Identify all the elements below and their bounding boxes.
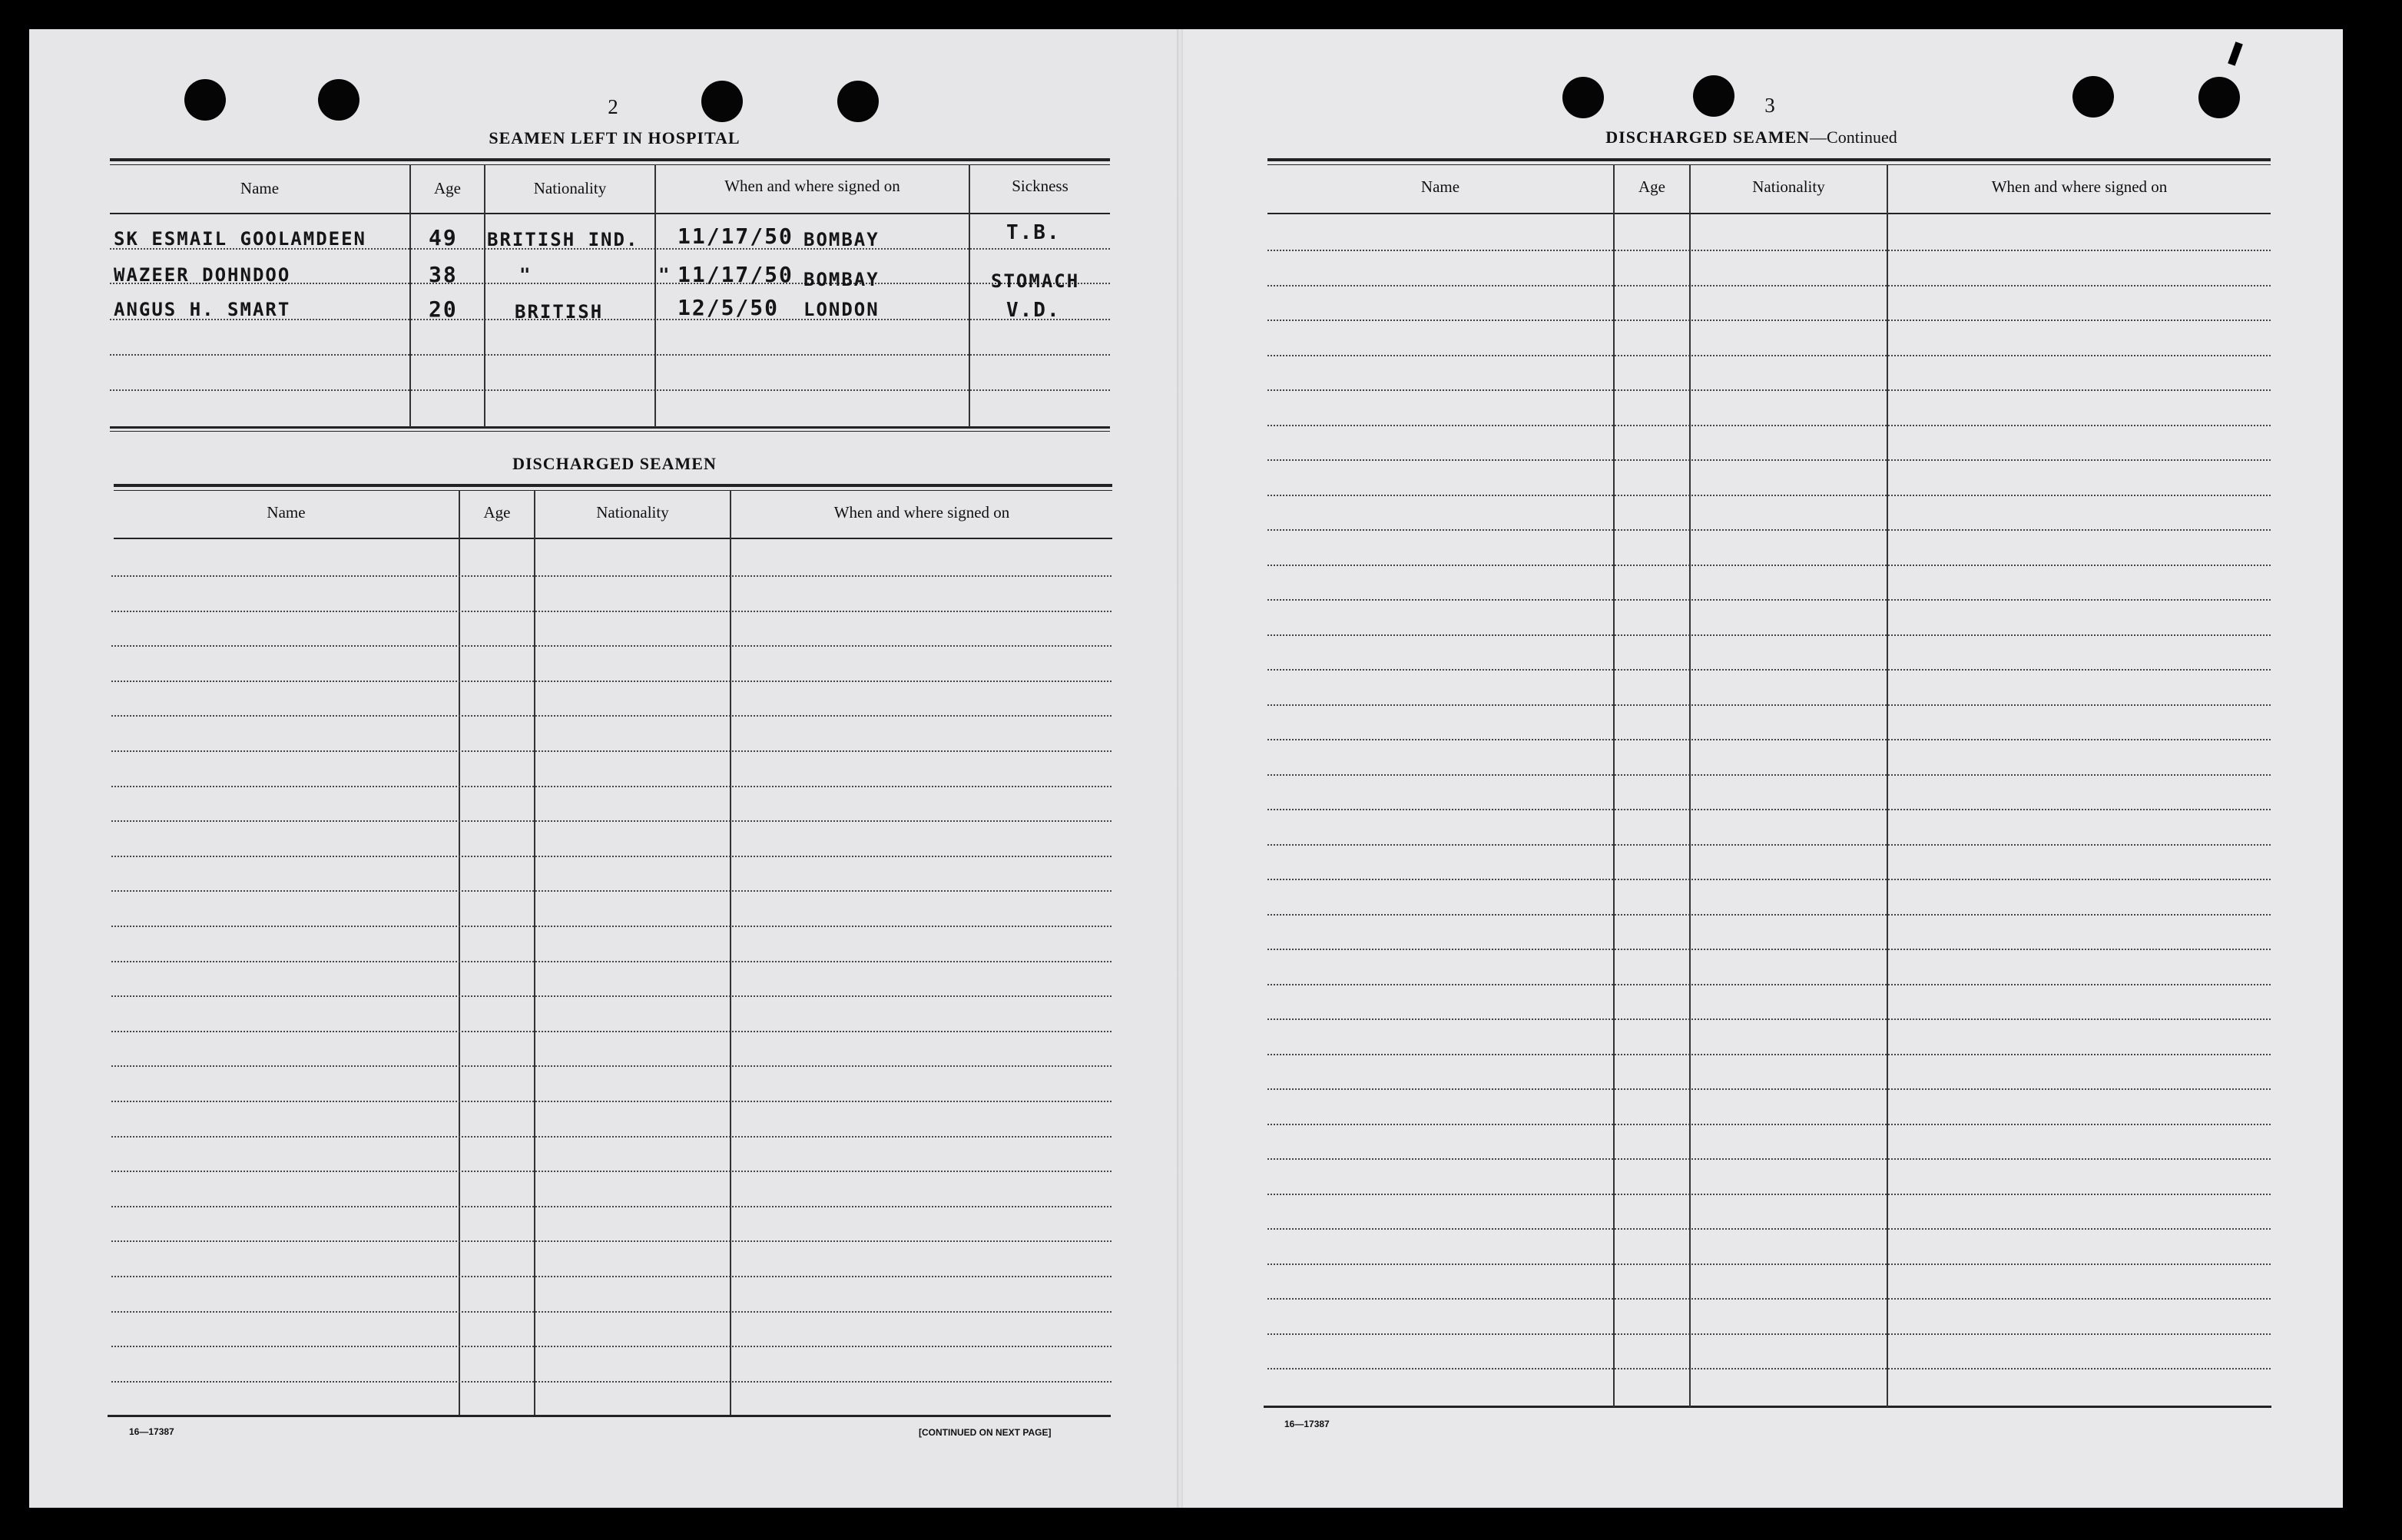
row-line — [1267, 529, 2271, 531]
hospital-row-place: BOMBAY — [803, 229, 880, 250]
row-line — [111, 961, 1112, 962]
hospital-row-age: 49 — [429, 225, 458, 250]
hospital-row-name: SK ESMAIL GOOLAMDEEN — [114, 228, 366, 250]
row-line — [111, 1206, 1112, 1207]
hospital-row-name: WAZEER DOHNDOO — [114, 264, 291, 286]
row-line — [1267, 1228, 2271, 1230]
hospital-row-nationality: " " — [519, 264, 671, 286]
col-header-signed-on: When and where signed on — [1991, 177, 2168, 196]
hospital-row-age: 20 — [429, 296, 458, 322]
form-number: 16—17387 — [1284, 1419, 1330, 1429]
row-line — [111, 926, 1112, 927]
table-bottom-rule — [1264, 1406, 2271, 1408]
row-line — [1267, 704, 2271, 706]
column-divider — [654, 164, 656, 427]
discharged-continued-title — [1536, 128, 1966, 147]
row-line — [1267, 984, 2271, 985]
hospital-row-name: ANGUS H. SMART — [114, 299, 291, 320]
header-bottom-rule — [114, 538, 1112, 539]
punch-hole — [1693, 75, 1734, 117]
column-divider — [969, 164, 970, 427]
row-line — [1267, 844, 2271, 846]
hospital-section-title: SEAMEN LEFT IN HOSPITAL — [489, 128, 740, 147]
row-line — [111, 611, 1112, 612]
table-top-rule — [1267, 158, 2271, 161]
col-header-age: Age — [483, 503, 511, 522]
row-line — [111, 1101, 1112, 1102]
row-line — [111, 1065, 1112, 1067]
punch-hole — [1562, 77, 1604, 118]
row-line — [110, 354, 1110, 356]
row-line — [1267, 459, 2271, 461]
column-divider — [1689, 164, 1691, 1407]
hospital-row-nationality: BRITISH — [515, 301, 604, 323]
row-line — [1267, 389, 2271, 391]
hospital-row-date: 12/5/50 — [678, 295, 780, 320]
column-divider — [484, 164, 485, 427]
col-header-name: Name — [240, 179, 280, 197]
row-line — [1267, 1124, 2271, 1125]
continued-note: [CONTINUED ON NEXT PAGE] — [919, 1427, 1052, 1438]
table-bottom-rule — [110, 426, 1110, 429]
row-line — [1267, 355, 2271, 356]
title-suffix: —Continued — [1810, 128, 1897, 147]
col-header-name: Name — [267, 503, 306, 522]
hospital-row-sickness: V.D. — [1006, 299, 1061, 322]
row-line — [111, 1381, 1112, 1383]
col-header-signed-on: When and where signed on — [724, 177, 900, 195]
row-line — [1267, 949, 2271, 950]
row-line — [111, 1031, 1112, 1032]
row-line — [110, 389, 1110, 391]
row-line — [111, 681, 1112, 682]
row-line — [1267, 285, 2271, 286]
row-line — [111, 1171, 1112, 1172]
row-line — [1267, 1088, 2271, 1090]
col-header-age: Age — [1638, 177, 1665, 196]
row-line — [111, 1276, 1112, 1277]
row-line — [1267, 1018, 2271, 1020]
row-line — [1267, 599, 2271, 601]
hospital-row-place: LONDON — [803, 299, 880, 320]
hospital-row-nationality: BRITISH IND. — [487, 229, 639, 250]
hospital-row-age: 38 — [429, 262, 458, 287]
column-divider — [1613, 164, 1615, 1407]
hospital-row-sickness: T.B. — [1006, 221, 1061, 244]
table-top-rule — [110, 158, 1110, 161]
left-page — [29, 29, 1180, 1508]
row-line — [1267, 669, 2271, 671]
punch-hole — [2198, 77, 2240, 118]
hospital-row-place: BOMBAY — [803, 269, 880, 290]
discharged-section-title: DISCHARGED SEAMEN — [512, 454, 717, 473]
row-line — [1267, 879, 2271, 880]
row-line — [111, 820, 1112, 822]
hospital-row-date: 11/17/50 — [678, 224, 793, 249]
page-number: 3 — [1764, 94, 1775, 117]
row-line — [1267, 739, 2271, 740]
col-header-nationality: Nationality — [533, 179, 607, 197]
row-line — [1267, 320, 2271, 321]
table-top-rule-thin — [1267, 164, 2271, 165]
row-line — [111, 856, 1112, 857]
header-bottom-rule — [1267, 213, 2271, 214]
table-top-rule-thin — [110, 164, 1110, 165]
row-line — [1267, 1263, 2271, 1265]
table-bottom-rule — [108, 1415, 1111, 1417]
row-line — [1267, 1158, 2271, 1160]
col-header-name: Name — [1420, 177, 1460, 196]
row-line — [111, 1311, 1112, 1313]
row-line — [1267, 1368, 2271, 1369]
row-line — [1267, 495, 2271, 496]
col-header-nationality: Nationality — [596, 503, 669, 522]
row-line — [1267, 250, 2271, 251]
col-header-age: Age — [434, 179, 461, 197]
table-top-rule-thin — [114, 490, 1112, 491]
row-line — [111, 715, 1112, 717]
form-number: 16—17387 — [129, 1426, 174, 1437]
row-line — [1267, 425, 2271, 426]
table-bottom-rule-thin — [110, 431, 1110, 432]
punch-hole — [318, 79, 359, 121]
row-line — [1267, 565, 2271, 566]
row-line — [111, 750, 1112, 752]
row-line — [1267, 1298, 2271, 1300]
col-header-nationality: Nationality — [1752, 177, 1825, 196]
punch-hole — [2072, 76, 2114, 118]
punch-hole — [184, 79, 226, 121]
row-line — [1267, 1333, 2271, 1335]
title-text: DISCHARGED SEAMEN — [1605, 128, 1811, 147]
column-divider — [1887, 164, 1888, 1407]
hospital-row-date: 11/17/50 — [678, 262, 793, 287]
hospital-row-sickness: STOMACH — [991, 270, 1080, 292]
row-line — [111, 1240, 1112, 1242]
table-top-rule — [114, 484, 1112, 487]
punch-hole — [837, 81, 879, 122]
row-line — [1267, 809, 2271, 810]
row-line — [1267, 1194, 2271, 1195]
page-number: 2 — [608, 95, 618, 118]
row-line — [111, 890, 1112, 892]
row-line — [1267, 774, 2271, 776]
row-line — [111, 645, 1112, 647]
row-line — [111, 995, 1112, 997]
col-header-signed-on: When and where signed on — [833, 503, 1010, 522]
row-line — [1267, 914, 2271, 916]
col-header-sickness: Sickness — [1012, 177, 1068, 195]
row-line — [1267, 1054, 2271, 1055]
header-bottom-rule — [110, 213, 1110, 214]
row-line — [111, 1136, 1112, 1138]
page-fold — [1177, 29, 1183, 1508]
row-line — [111, 575, 1112, 577]
row-line — [111, 786, 1112, 787]
column-divider — [409, 164, 411, 427]
row-line — [1267, 634, 2271, 636]
row-line — [111, 1346, 1112, 1347]
punch-hole — [701, 81, 743, 122]
